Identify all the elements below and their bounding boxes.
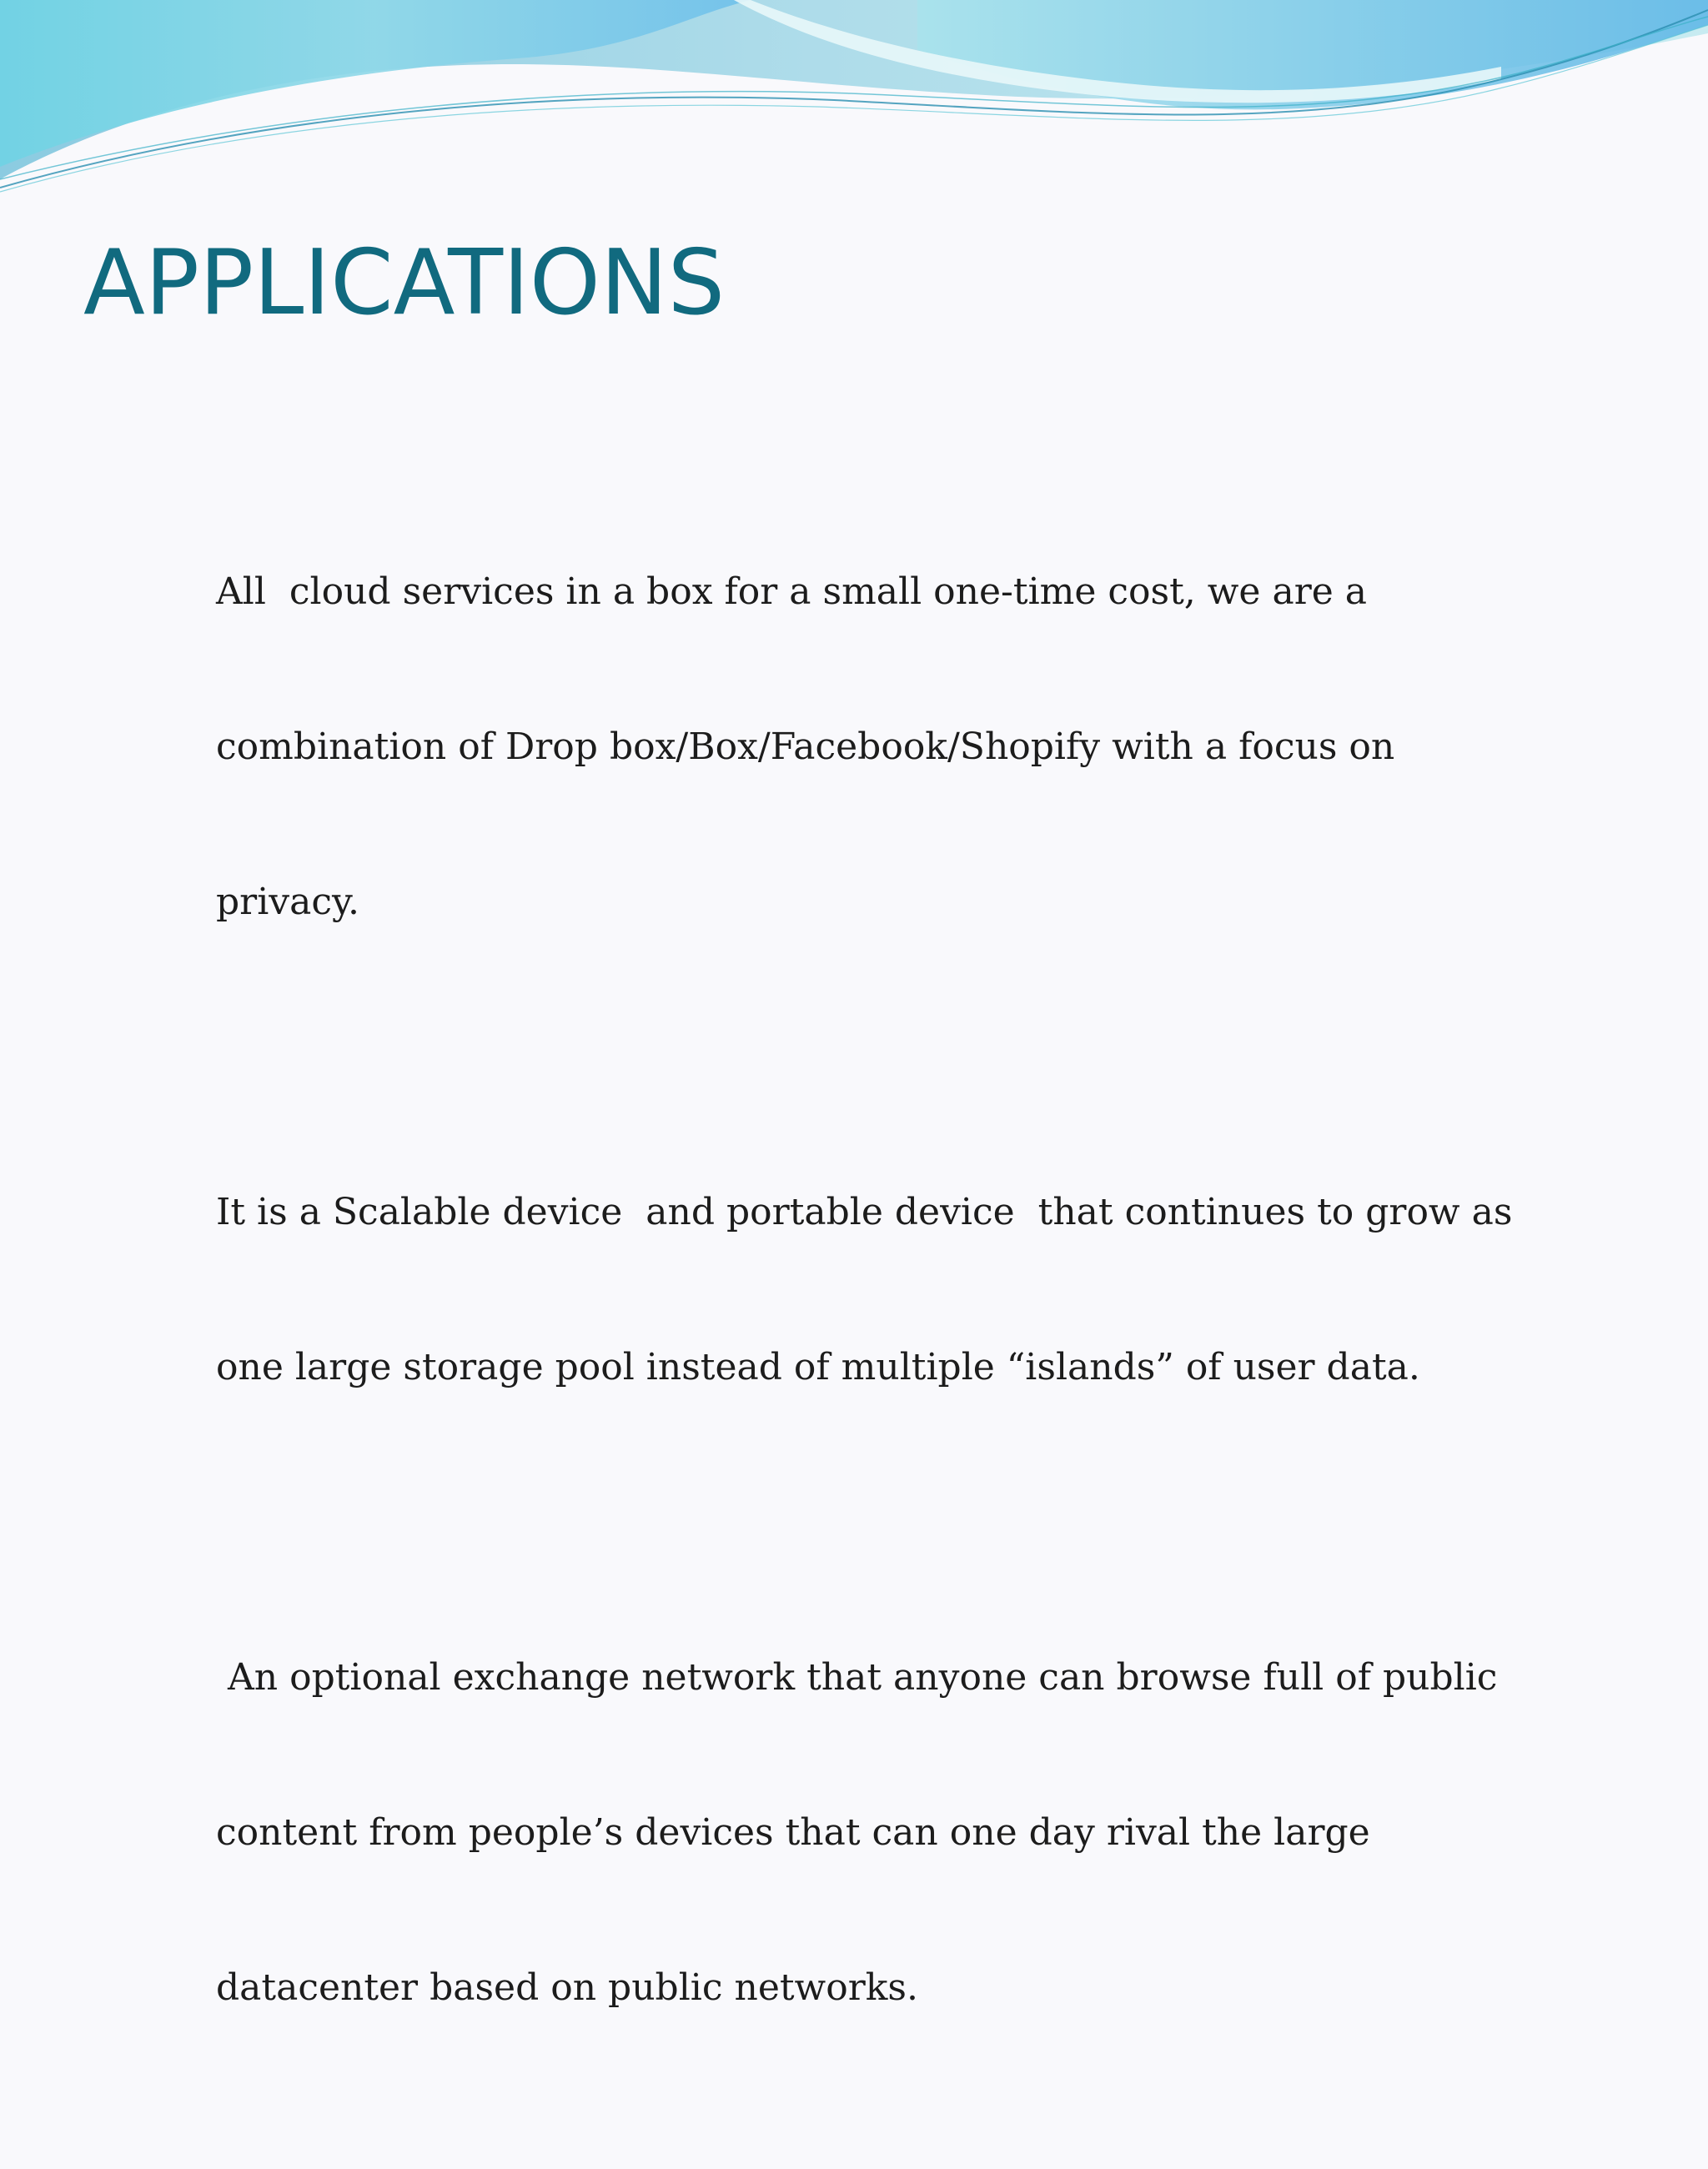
wave-banner xyxy=(0,0,1708,217)
paragraph-line: It is a Scalable device and portable device that continues to grow as xyxy=(216,1191,1513,1233)
paragraph-line: All cloud services in a box for a small one-time cost, we are a xyxy=(216,570,1367,613)
paragraph-line: combination of Drop box/Box/Facebook/Shopify with a focus on xyxy=(216,726,1395,768)
paragraph-line: An optional exchange network that anyone can browse full of public xyxy=(216,1656,1498,1699)
paragraph-2 xyxy=(216,1083,1567,1497)
paragraph-line: content from people’s devices that can one day rival the large xyxy=(216,1811,1370,1854)
wave-front xyxy=(0,0,751,167)
slide-title: APPLICATIONS xyxy=(83,231,726,335)
paragraph-line: privacy. xyxy=(216,881,360,923)
paragraph-line: datacenter based on public networks. xyxy=(216,1966,918,2009)
paragraph-3 xyxy=(216,1549,1567,2117)
paragraph-line: one large storage pool instead of multiple “islands” of user data. xyxy=(216,1346,1420,1388)
slide-body xyxy=(216,463,1567,2169)
paragraph-1 xyxy=(216,463,1567,1032)
